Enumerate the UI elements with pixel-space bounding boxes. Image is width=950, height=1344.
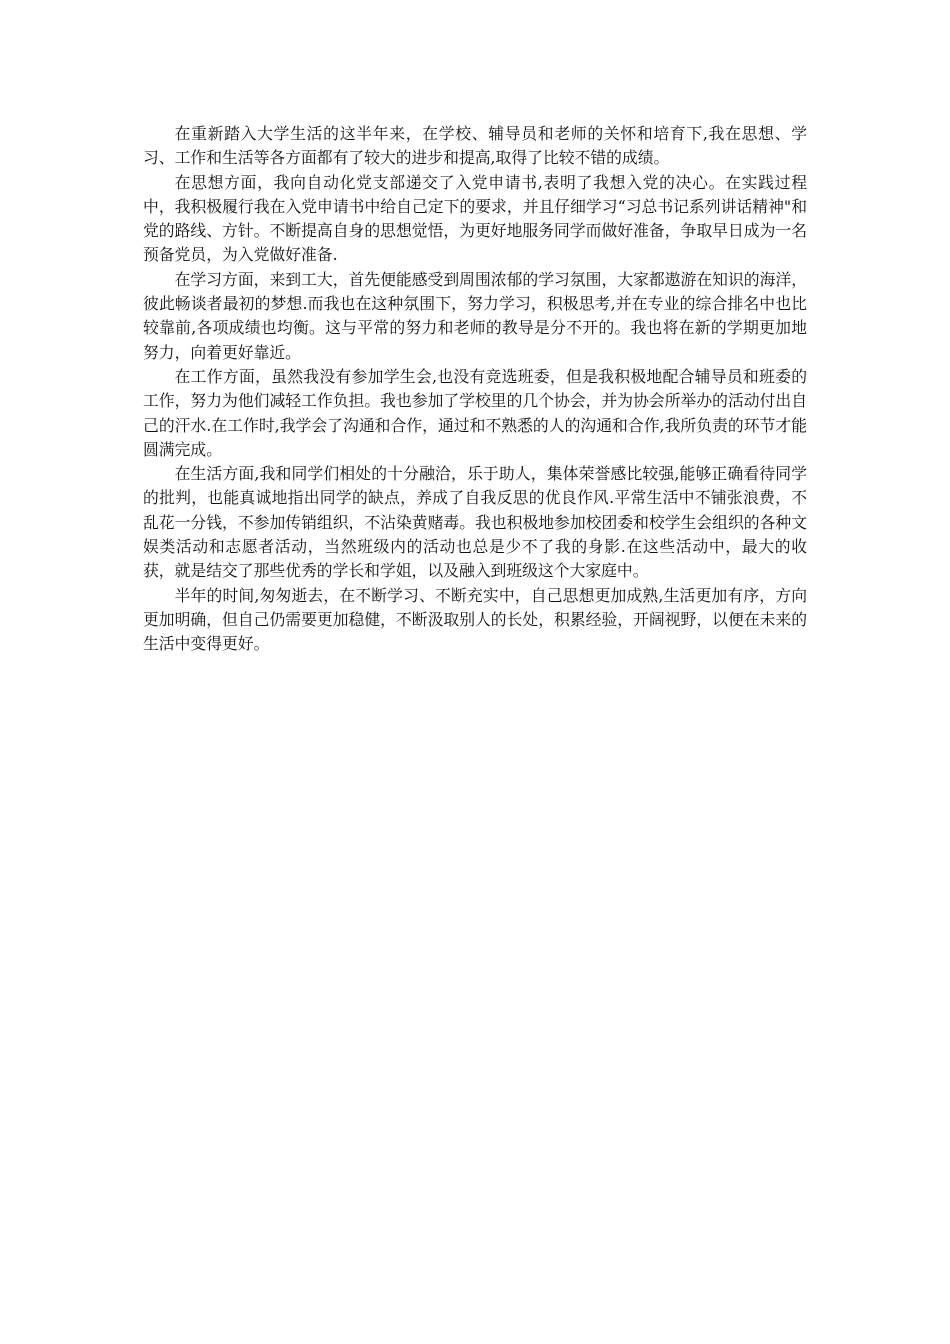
paragraph-study: 在学习方面，来到工大，首先便能感受到周围浓郁的学习氛围，大家都遨游在知识的海洋，彼此畅谈者最初的梦想.而我也在这种氛围下，努力学习，积极思考,并在专业的综合排名中也比较靠前,各项成绩也均衡。这与平常的努力和老师的教导是分不开的。我也将在新的学期更加地努力，向着更好靠近。 <box>143 269 807 362</box>
paragraph-thought: 在思想方面，我向自动化党支部递交了入党申请书,表明了我想入党的决心。在实践过程中，我积极履行我在入党申请书中给自己定下的要求，并且仔细学习“习总书记系列讲话精神"和党的路线、方针。不断提高自身的思想觉悟，为更好地服务同学而做好准备，争取早日成为一名预备党员，为入党做好准备. <box>143 172 807 265</box>
document-body <box>143 122 807 657</box>
paragraph-conclusion: 半年的时间,匆匆逝去，在不断学习、不断充实中，自己思想更加成熟,生活更加有序，方向更加明确，但自己仍需要更加稳健，不断汲取别人的长处，积累经验，开阔视野，以便在未来的生活中变得更好。 <box>143 585 807 654</box>
paragraph-work: 在工作方面，虽然我没有参加学生会,也没有竞选班委，但是我积极地配合辅导员和班委的工作，努力为他们减轻工作负担。我也参加了学校里的几个协会，并为协会所举办的活动付出自己的汗水.在工作时,我学会了沟通和合作，通过和不熟悉的人的沟通和合作,我所负责的环节才能圆满完成。 <box>143 366 807 459</box>
paragraph-intro: 在重新踏入大学生活的这半年来，在学校、辅导员和老师的关怀和培育下,我在思想、学习、工作和生活等各方面都有了较大的进步和提高,取得了比较不错的成绩。 <box>143 124 807 168</box>
paragraph-life: 在生活方面,我和同学们相处的十分融洽，乐于助人，集体荣誉感比较强,能够正确看待同学的批判，也能真诚地指出同学的缺点，养成了自我反思的优良作风.平常生活中不铺张浪费，不乱花一分钱，不参加传销组织，不沾染黄赌毒。我也积极地参加校团委和校学生会组织的各种文娱类活动和志愿者活动，当然班级内的活动也总是少不了我的身影.在这些活动中，最大的收获，就是结交了那些优秀的学长和学姐，以及融入到班级这个大家庭中。 <box>143 464 807 581</box>
